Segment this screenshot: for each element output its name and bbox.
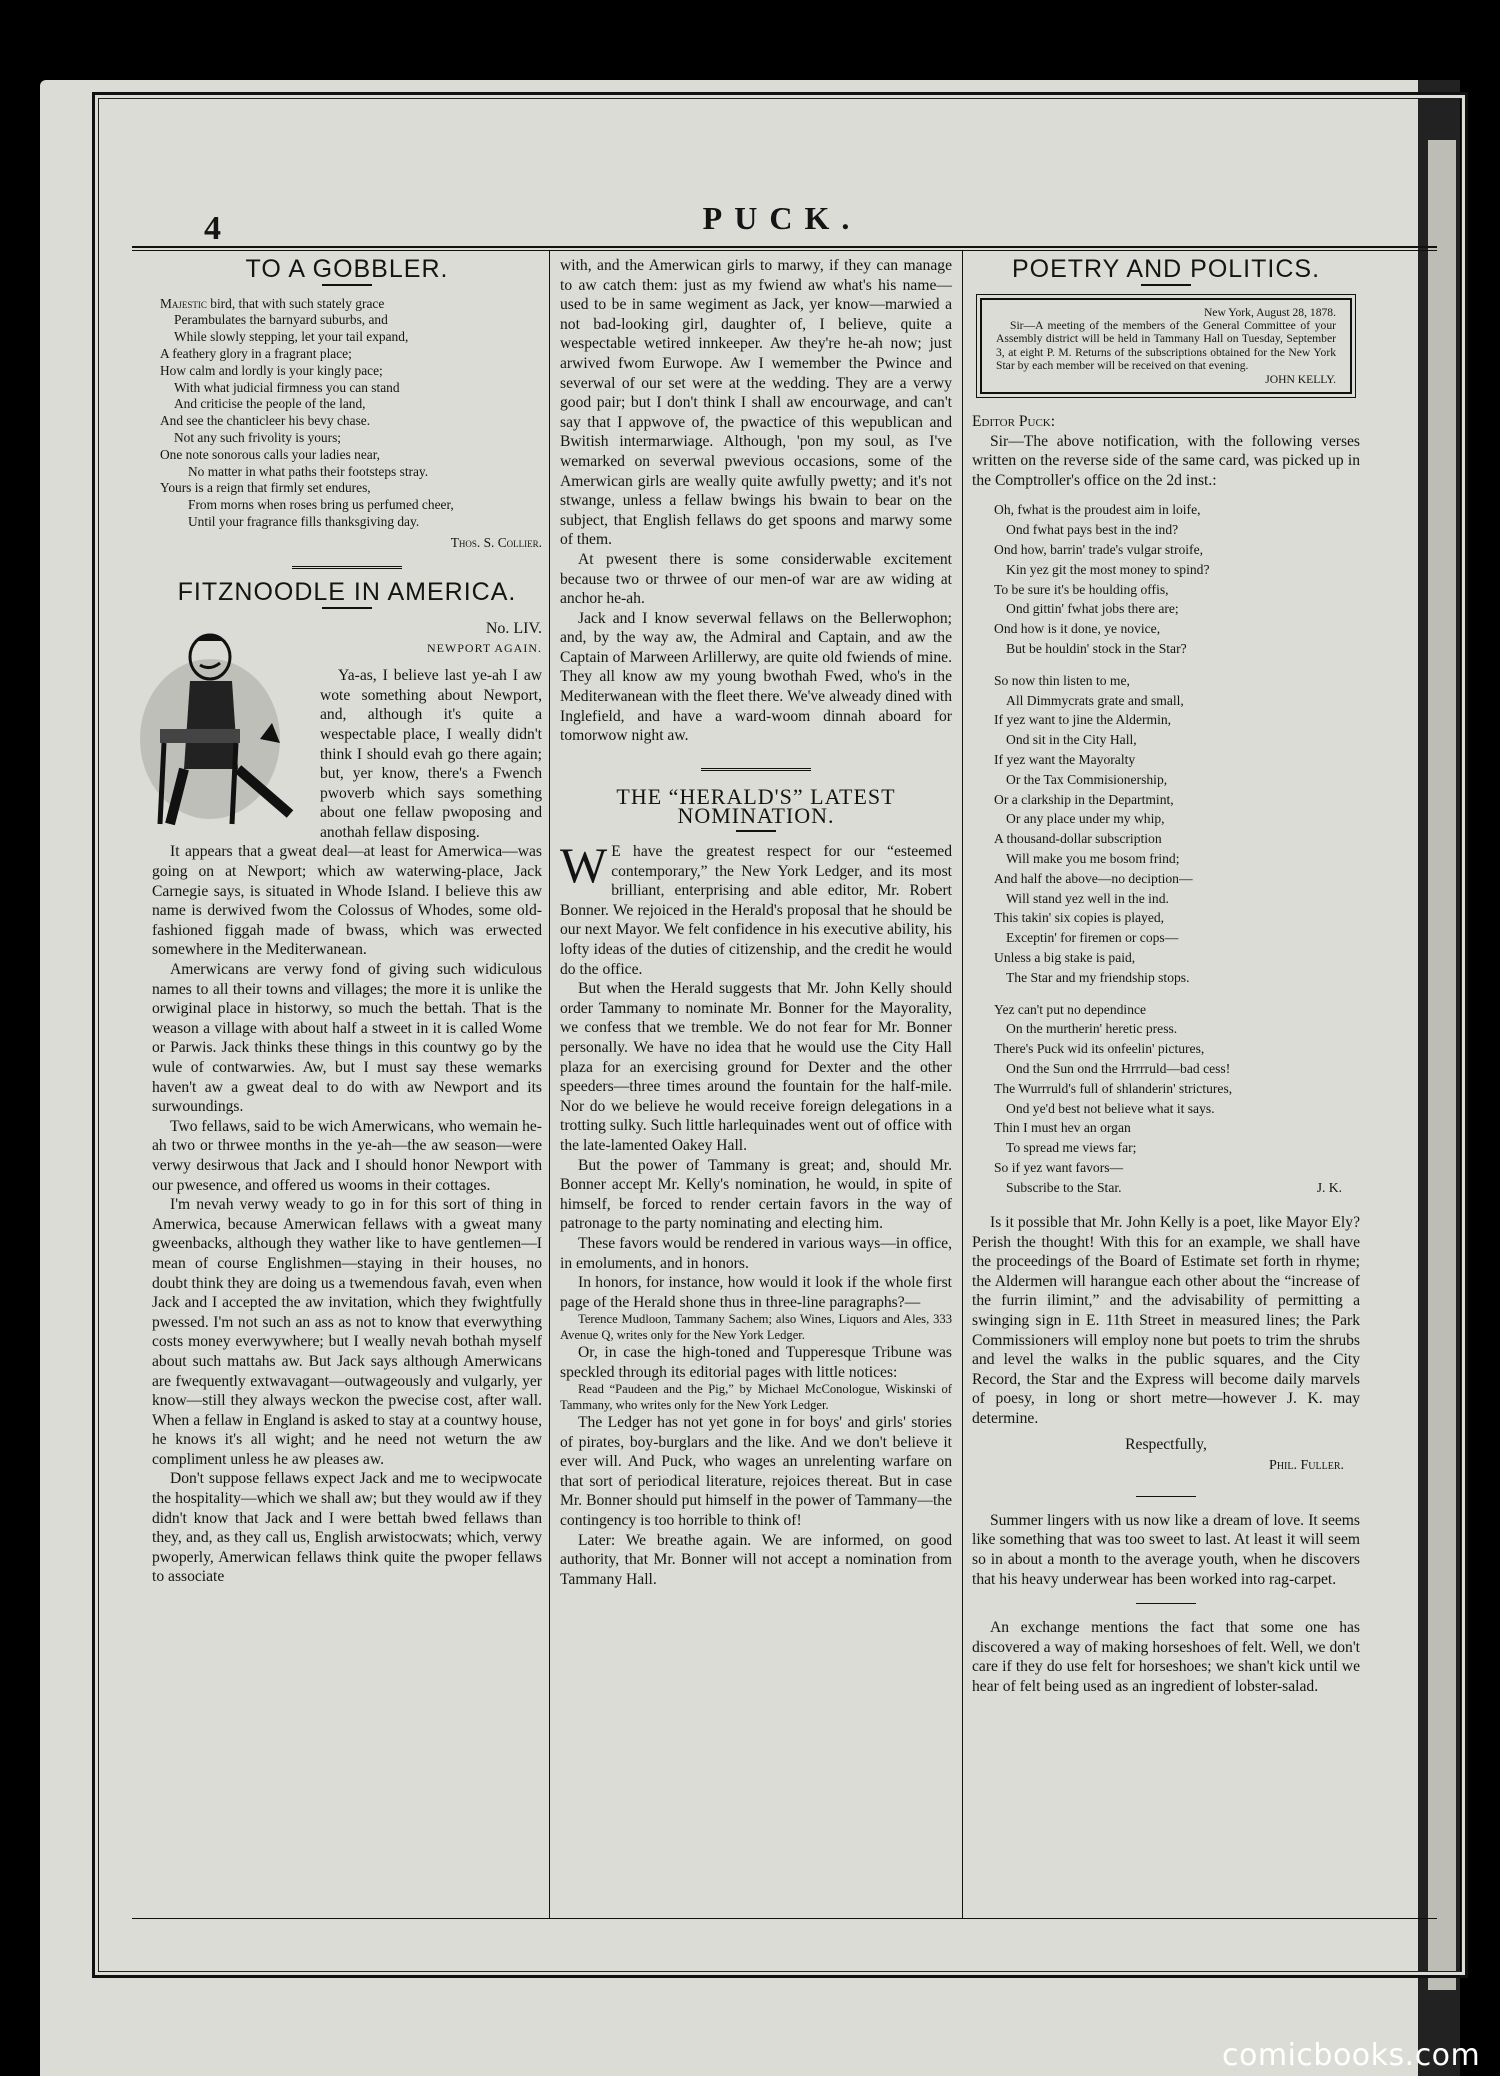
fitznoodle-continuation bbox=[560, 256, 952, 746]
poem-first-word: Majestic bbox=[160, 295, 207, 311]
poem-line: Yez can't put no dependince bbox=[994, 1001, 1147, 1017]
poem-line: Or the Tax Commisionership, bbox=[1006, 771, 1168, 787]
poem-line: Ond how, barrin' trade's vulgar stroife, bbox=[994, 542, 1203, 557]
fitznoodle-paragraph: It appears that a gweat deal—at least for Amerwica—was going on at Newport; which aw waterwing-place, Jack Carnegie says, is situated in Whode Island. I believe this aw name is derwived fwom the Colossus of Whodes, some old-fashioned figgah made of bwass, which was erwected somewhere in the Mediterwanean. bbox=[152, 843, 542, 959]
closing: Respectfully, bbox=[1125, 1435, 1207, 1453]
poem-line: How calm and lordly is your kingly pace; bbox=[160, 362, 383, 378]
poem-line: There's Puck wid its onfeelin' pictures, bbox=[994, 1041, 1205, 1057]
letter-reply: Is it possible that Mr. John Kelly is a poet, like Mayor Ely? Perish the thought! With this for an example, we shall have the proceedings of the Board of Estimate set forth in rhyme; the Aldermen will harangue each other about the “increase of the furrin ilimint,” and the advisability of permitting a swinging sign in E. 11th Street in measured lines; the Park Commissioners will employ none but poets to trim the shrubs and level the walks in the public squares, and the City Record, the Star and the Express will become daily marvels of poesy, in long or short metre—however J. K. may determine. bbox=[972, 1214, 1360, 1428]
poem-line: Until your fragrance fills thanksgiving day. bbox=[188, 513, 420, 529]
herald-paragraph: Later: We breathe again. We are informed, on good authority, that Mr. Bonner will not accept a nomination from Tammany Hall. bbox=[560, 1531, 952, 1588]
herald-paragraph: But the power of Tammany is great; and, should Mr. Bonner accept Mr. Kelly's nomination, he would, in spite of himself, be forced to render certain favors in the way of patronage to the party nominating and electing him. bbox=[560, 1156, 952, 1233]
letter-signature: Phil. Fuller. bbox=[1269, 1458, 1344, 1474]
poem-line: If yez want the Mayoralty bbox=[994, 751, 1136, 767]
poem-line: Will stand yez well in the ind. bbox=[1006, 890, 1169, 906]
herald-paragraph: In honors, for instance, how would it look if the whole first page of the Herald shone thus in three-line paragraphs?— bbox=[560, 1274, 952, 1311]
poem-line: Ond how is it done, ye novice, bbox=[994, 621, 1161, 637]
notice-body: Sir—A meeting of the members of the General Committee of your Assembly district will be held in Tammany Hall on Tuesday, September 3, at eight P. M. Returns of the subscriptions obtained for the New York Star by each member will be received on that evening. bbox=[996, 319, 1336, 373]
column-3 bbox=[972, 256, 1360, 1697]
poem-line: Subscribe to the Star. bbox=[1006, 1179, 1122, 1195]
poem-line: Will make you me bosom frind; bbox=[1006, 850, 1180, 866]
continuation-paragraph: At pwesent there is some considerwable excitement because two or thrwee of our men-of war are aw widing at anchor he-ah. bbox=[560, 550, 952, 608]
poem-line: From morns when roses bring us perfumed cheer, bbox=[188, 497, 454, 513]
column-divider bbox=[549, 250, 550, 1918]
fitznoodle-paragraph: Ya-as, I believe last ye-ah I aw wote something about Newport, and, although it's quite a wespectable place, I weally didn't think I should evah go there again; but, yer know, there's a Fwench pwoverb which says something about one fellaw pwoposing and anothah fellaw disposing. bbox=[320, 667, 542, 841]
section-divider bbox=[292, 566, 402, 569]
poem-line: Ond ye'd best not believe what it says. bbox=[1006, 1100, 1215, 1116]
poem-line: Perambulates the barnyard suburbs, and bbox=[174, 312, 388, 328]
herald-title: THE “HERALD'S” LATEST NOMINATION. bbox=[616, 783, 896, 829]
fitznoodle-subtitle: NEWPORT AGAIN. bbox=[426, 640, 542, 655]
title-rule bbox=[736, 830, 776, 832]
kelly-poem bbox=[994, 500, 1360, 1197]
tammany-notice bbox=[980, 298, 1352, 394]
poem-line: Kin yez git the most money to spind? bbox=[1006, 561, 1210, 577]
poem-line: No matter in what paths their footsteps stray. bbox=[188, 463, 429, 479]
poem-line: Or a clarkship in the Departmint, bbox=[994, 791, 1174, 807]
herald-body bbox=[560, 1413, 952, 1589]
poem-line: Or any place under my whip, bbox=[1006, 811, 1165, 827]
column-1 bbox=[152, 256, 542, 1587]
poem-line: So now thin listen to me, bbox=[994, 672, 1130, 688]
stanza-gap bbox=[994, 659, 1360, 671]
poem-line: But be houldin' stock in the Star? bbox=[1006, 640, 1187, 656]
poem-line: To spread me views far; bbox=[1006, 1140, 1137, 1156]
herald-notice: Terence Mudloon, Tammany Sachem; also Wines, Liquors and Ales, 333 Avenue Q, writes only for the New York Ledger. bbox=[560, 1312, 952, 1342]
poem-stanza bbox=[994, 1000, 1360, 1198]
poem-line: To be sure it's be houlding offis, bbox=[994, 581, 1169, 597]
poem-line: Oh, fwhat is the proudest aim in loife, bbox=[994, 502, 1201, 518]
fitznoodle-title: FITZNOODLE IN AMERICA. bbox=[177, 578, 517, 607]
continuation-paragraph: Jack and I know severwal fellaws on the Bellerwophon; and, by the way aw, the Admiral and Captain, and aw the Captain of Marween Arlillerwy, are quite old fwiends of mine. They all know aw my young bwothah Fwed, who's in the Mediterwanean with the fleet there. We've alweady dined with Inglefield, and have a ward-woom dinnah aboard for tomorwow night aw. bbox=[560, 609, 952, 745]
gobbler-signature: Thos. S. Collier. bbox=[450, 534, 542, 550]
exchange-paragraph: An exchange mentions the fact that some one has discovered a way of making horseshoes of felt. Well, we don't care if they do use felt for horseshoes; we shan't kick until we hear of felt being used as an ingredient of lobster-salad. bbox=[972, 1619, 1360, 1695]
column-divider bbox=[962, 250, 963, 1918]
poem-line-text: bird, that with such stately grace bbox=[206, 295, 385, 311]
fitznoodle-paragraph: I'm nevah verwy weady to go in for this sort of thing in Amerwica, because Amerwican fellaws with a gweat many gweenbacks, although they wather like to have gentlemen—I mean of course Englishmen—staying in their houses, no doubt think they are doing us a twemendous favah, even when Jack and I accepted the aw invitation, which they fwightfully pwessed. I'm not such an ass as not to know that everwything costs money everwywhere; but I weally nevah bothah myself about such mattahs aw. But Jack says although Amerwicans are fwequently extwavagant—outwageously and vulgarly, yer know—still they always weckon the pwecise cost, after wall. When a fellaw in England is asked to stay at a countwy house, he knows it's all wight; and he need not weturn the aw compliment unless he aw pleases aw. bbox=[152, 1196, 542, 1468]
poem-line: A feathery glory in a fragrant place; bbox=[160, 345, 352, 361]
poem-line: So if yez want favors— bbox=[994, 1159, 1124, 1175]
letter-intro: Sir—The above notification, with the following verses written on the reverse side of the same card, was picked up in the Comptroller's office on the 2d inst.: bbox=[972, 432, 1360, 489]
gobbler-title: TO A GOBBLER. bbox=[245, 255, 449, 283]
poem-line: A thousand-dollar subscription bbox=[994, 831, 1162, 847]
poem-line: And see the chanticleer his bevy chase. bbox=[160, 413, 371, 429]
herald-paragraph: But when the Herald suggests that Mr. John Kelly should order Tammany to nominate Mr. Bonner for the Mayorality, we confess that we tremble. We do not fear for Mr. Bonner personally. We have no idea that he would use the City Hall plaza for an exercising ground for Dexter and the other speeders—three times around the fountain for the half-mile. Nor do we believe he would receive foreign delegations in a trotting sulky. Such little harlequinades went out of office with the late-lamented Oakey Hall. bbox=[560, 980, 952, 1154]
notice-date: New York, August 28, 1878. bbox=[1203, 305, 1336, 319]
herald-paragraph: Or, in case the high-toned and Tupperesque Tribune was speckled through its editorial pages with little notices: bbox=[560, 1344, 952, 1381]
poem-line: And criticise the people of the land, bbox=[174, 396, 366, 412]
poem-line: If yez want to jine the Aldermin, bbox=[994, 712, 1172, 728]
notice-signature: JOHN KELLY. bbox=[1265, 372, 1336, 386]
footer-rule bbox=[132, 1918, 1437, 1919]
salutation: Editor Puck: bbox=[972, 413, 1056, 431]
fitznoodle-paragraph: Two fellaws, said to be wich Amerwicans, who wemain he-ah two or thrwee months in the ye-ah—the aw season—were verwy desirwous that Jack and I should honor Newport with our pwesence, and offered us wooms in their cottages. bbox=[152, 1117, 542, 1194]
poem-line: Thin I must hev an organ bbox=[994, 1120, 1131, 1136]
header-rule bbox=[132, 246, 1437, 251]
poem-line: The Star and my friendship stops. bbox=[1006, 969, 1190, 985]
masthead: PUCK. bbox=[702, 200, 862, 236]
watermark: comicbooks.com bbox=[1222, 2038, 1481, 2073]
section-divider bbox=[1136, 1496, 1196, 1497]
poem-line: Not any such frivolity is yours; bbox=[174, 429, 341, 445]
fitznoodle-paragraph: Amerwicans are verwy fond of giving such widiculous names to all their towns and villages; the more it is unlike the orwiginal place in historwy, so much the bettah. That is the weason a village with about half a stweet in it is called Wome or Parwis. Jack thinks these things in this countwy go by the wule of contwarwies. Aw, but I must say these wemarks haven't aw a gweat deal to do with aw Newport and its surwoundings. bbox=[152, 961, 542, 1116]
poem-line: Ond gittin' fwhat jobs there are; bbox=[1006, 601, 1179, 617]
poem-line: Yours is a reign that firmly set endures, bbox=[160, 480, 371, 496]
poem-line: Unless a big stake is paid, bbox=[994, 949, 1136, 965]
page-header bbox=[132, 196, 1432, 252]
herald-notice: Read “Paudeen and the Pig,” by Michael McConologue, Wiskinski of Tammany, who writes only for the New York Ledger. bbox=[560, 1382, 952, 1412]
poem-stanza bbox=[994, 671, 1360, 988]
poem-line: While slowly stepping, let your tail expand, bbox=[174, 329, 409, 345]
column-2 bbox=[560, 256, 952, 1589]
herald-paragraph: These favors would be rendered in various ways—in office, in emoluments, and in honors. bbox=[560, 1234, 952, 1272]
poem-line: One note sonorous calls your ladies near, bbox=[160, 446, 380, 462]
herald-paragraph: The Ledger has not yet gone in for boys' and girls' stories of pirates, boy-burglars and the like. And we don't believe it ever will. And Puck, who wages an unrelenting warfare on that sort of periodical literature, rejoices thereat. But in case Mr. Bonner should put himself in the power of Tammany—the contingency is too horrible to think of! bbox=[560, 1414, 952, 1530]
poem-line: All Dimmycrats grate and small, bbox=[1006, 692, 1184, 708]
poem-line: Exceptin' for firemen or cops— bbox=[1006, 930, 1179, 946]
poem-line: On the murtherin' heretic press. bbox=[1006, 1021, 1178, 1037]
gobbler-poem bbox=[160, 296, 542, 531]
poem-line: And half the above—no deciption— bbox=[994, 870, 1193, 886]
title-rule bbox=[322, 284, 372, 286]
poem-line: With what judicial firmness you can stand bbox=[174, 379, 400, 395]
section-divider bbox=[1136, 1603, 1196, 1604]
summer-paragraph: Summer lingers with us now like a dream of love. It seems like something that was too sweet to last. At least it will seem so in about a month to the average youth, when he discovers that his heavy underwear has been worked into rag-carpet. bbox=[972, 1511, 1360, 1588]
poem-line: The Wurrruld's full of shlanderin' strictures, bbox=[994, 1080, 1233, 1096]
herald-paragraph: E have the greatest respect for our “esteemed contemporary,” the New York Ledger, and its most brilliant, enterprising and able editor, Mr. Robert Bonner. We rejoiced in the Herald's proposal that he should be our next Mayor. We felt confidence in his executive ability, his lofty ideas of the duties of citizenship, and the credit he would do the office. bbox=[560, 843, 952, 978]
poem-line: Ond the Sun ond the Hrrrruld—bad cess! bbox=[1006, 1060, 1231, 1076]
poem-initials: J. K. bbox=[1316, 1179, 1342, 1195]
poetry-title: POETRY AND POLITICS. bbox=[1011, 255, 1321, 283]
poem-line: Ond fwhat pays best in the ind? bbox=[1006, 522, 1179, 538]
poem-stanza bbox=[994, 500, 1360, 658]
stanza-gap bbox=[994, 988, 1360, 1000]
fitznoodle-illustration bbox=[140, 619, 316, 831]
continuation-paragraph: with, and the Amerwican girls to marwy, if they can manage to aw catch them: just as my fwiend aw what's his name—used to be in same wegiment as Jack, yer know—marwied a not bad-looking girl, daughter of, I believe, quite a wespectable wetired innkeeper. Aw they're he-ah now; just arwived fwom Eurwope. Aw I wemember the Pwince and severwal of our set were at the wedding. They are a verwy good pair; but I don't think I shall aw encourwage, and can't say that I appwove of, the pwactice of this wepublican and Bwitish intermarwiage. Although, 'pon my soul, as I've wemarked on severwal pwevious occasions, some of the Amerwican girls are weally quite awfully pwetty; and it's not stwange, unless a fellaw bwings his bwain to bear on the subject, that English fellaws do get spoons and marwy some of them. bbox=[560, 257, 952, 549]
title-rule bbox=[1141, 284, 1191, 286]
section-divider bbox=[701, 768, 811, 771]
poem-line: This takin' six copies is played, bbox=[994, 910, 1165, 926]
fitznoodle-number: No. LIV. bbox=[485, 619, 542, 637]
title-rule bbox=[322, 607, 372, 609]
drop-cap: W bbox=[560, 837, 608, 894]
page-number: 4 bbox=[204, 210, 221, 247]
herald-body bbox=[560, 979, 952, 1312]
fitznoodle-paragraph: Don't suppose fellaws expect Jack and me to wecipwocate the hospitality—which we shall aw; but they would aw if they didn't know that Jack and I were bettah bwed fellaws than they, and, as they call us, English arwistocwats; which, verwy pwoperly, Amerwican fellaws think quite the pwoper fellaws to associate bbox=[152, 1470, 542, 1586]
poem-line bbox=[160, 296, 542, 313]
poem-line: Ond sit in the City Hall, bbox=[1006, 732, 1137, 748]
